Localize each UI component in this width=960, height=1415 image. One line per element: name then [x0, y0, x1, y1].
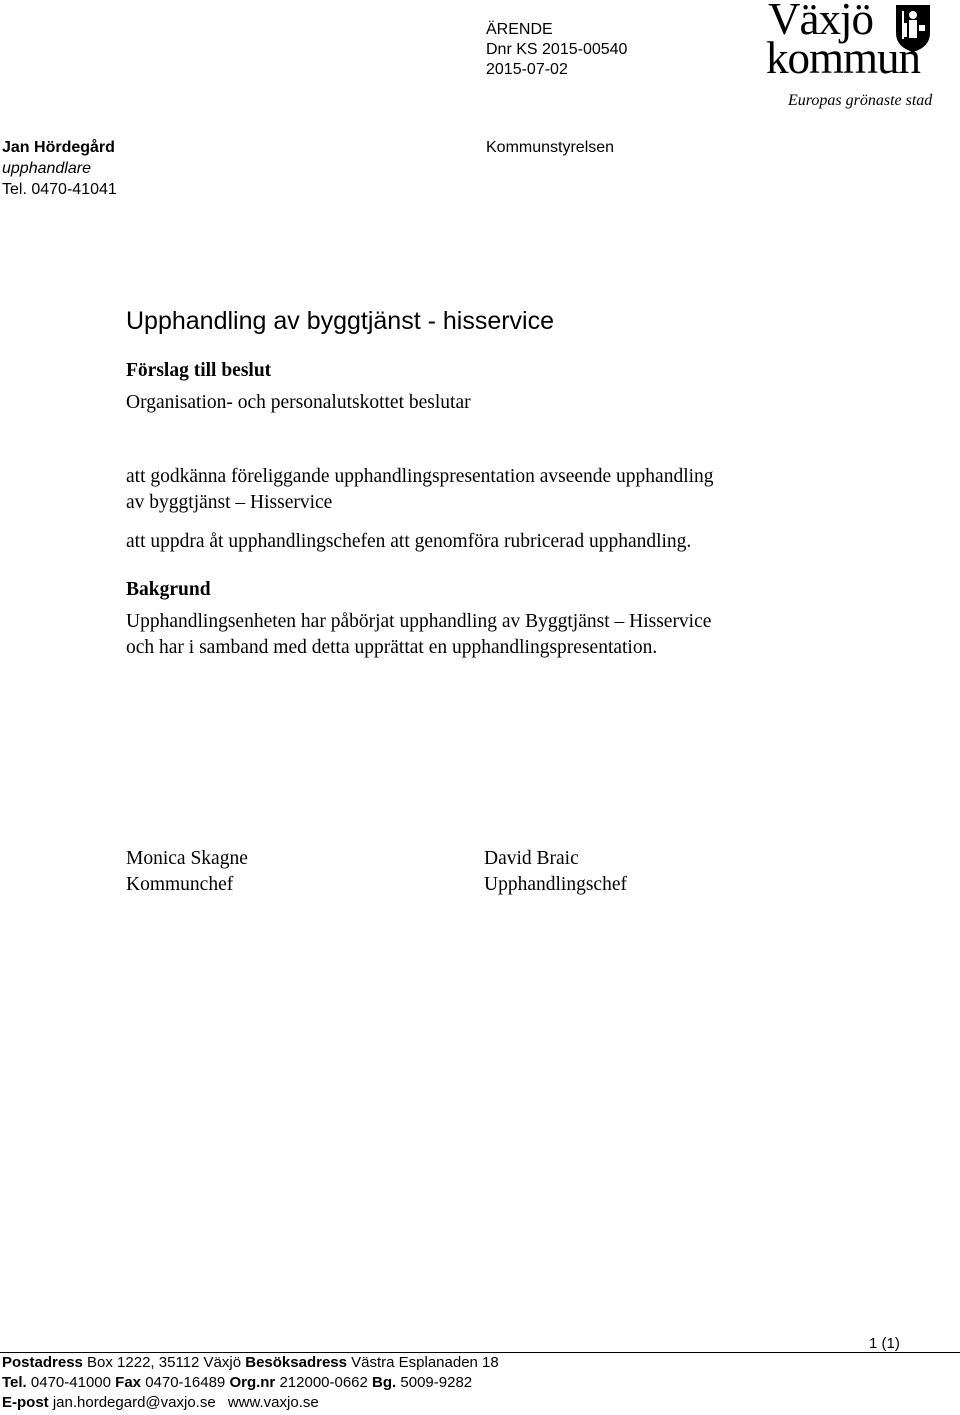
- email-label: E-post: [2, 1394, 49, 1411]
- case-date: 2015-07-02: [486, 61, 568, 78]
- proposal-item-1-line-2: av byggtjänst – Hisservice: [126, 492, 333, 513]
- logo-tagline: Europas grönaste stad: [788, 92, 933, 109]
- background-line-1: Upphandlingsenheten har påbörjat upphandling av Byggtjänst – Hisservice: [126, 611, 712, 632]
- page-number: 1 (1): [869, 1335, 900, 1352]
- org-label: Org.nr: [229, 1374, 276, 1391]
- case-number: Dnr KS 2015-00540: [486, 41, 628, 58]
- background-heading: Bakgrund: [126, 579, 211, 600]
- sender-name: Jan Hördegård: [2, 139, 115, 156]
- website-link[interactable]: www.vaxjo.se: [227, 1394, 319, 1411]
- fax-label: Fax: [115, 1374, 142, 1391]
- bankgiro-number: 5009-9282: [400, 1374, 473, 1391]
- footer-line-2: [2, 1373, 472, 1393]
- sender-block: [2, 137, 117, 200]
- signature-2-name: David Braic: [484, 848, 579, 869]
- vaxjo-kommun-logo: [766, 2, 946, 114]
- visit-label: Besöksadress: [245, 1354, 347, 1371]
- sender-role: upphandlare: [2, 160, 91, 177]
- visit-address: Västra Esplanaden 18: [351, 1354, 499, 1371]
- email-address[interactable]: jan.hordegard@vaxjo.se: [52, 1394, 216, 1411]
- postal-address: Box 1222, 35112 Växjö: [87, 1354, 242, 1371]
- tel-number: 0470-41000: [30, 1374, 111, 1391]
- signature-2-title: Upphandlingschef: [484, 874, 627, 895]
- document-title: Upphandling av byggtjänst - hisservice: [126, 307, 555, 335]
- background-line-2: och har i samband med detta upprättat en upphandlingspresentation.: [126, 637, 658, 658]
- sender-phone: Tel. 0470-41041: [2, 181, 117, 198]
- fax-number: 0470-16489: [145, 1374, 226, 1391]
- postal-label: Postadress: [2, 1354, 83, 1371]
- logo-line1: Växjö: [768, 0, 873, 44]
- proposal-item-2: att uppdra åt upphandlingschefen att genomföra rubricerad upphandling.: [126, 531, 692, 552]
- bankgiro-label: Bg.: [372, 1374, 397, 1391]
- footer-line-3: [2, 1393, 319, 1413]
- recipient: Kommunstyrelsen: [486, 139, 615, 156]
- case-header: [486, 20, 627, 80]
- proposal-heading: Förslag till beslut: [126, 360, 272, 381]
- org-number: 212000-0662: [279, 1374, 368, 1391]
- doc-type: ÄRENDE: [486, 21, 553, 38]
- signature-1-name: Monica Skagne: [126, 848, 248, 869]
- signature-1-title: Kommunchef: [126, 874, 234, 895]
- footer-line-1: [2, 1353, 499, 1373]
- proposal-item-1-line-1: att godkänna föreliggande upphandlingspresentation avseende upphandling: [126, 466, 714, 487]
- tel-label: Tel.: [2, 1374, 27, 1391]
- logo-line2: kommun: [766, 33, 921, 83]
- proposal-intro: Organisation- och personalutskottet beslutar: [126, 392, 471, 413]
